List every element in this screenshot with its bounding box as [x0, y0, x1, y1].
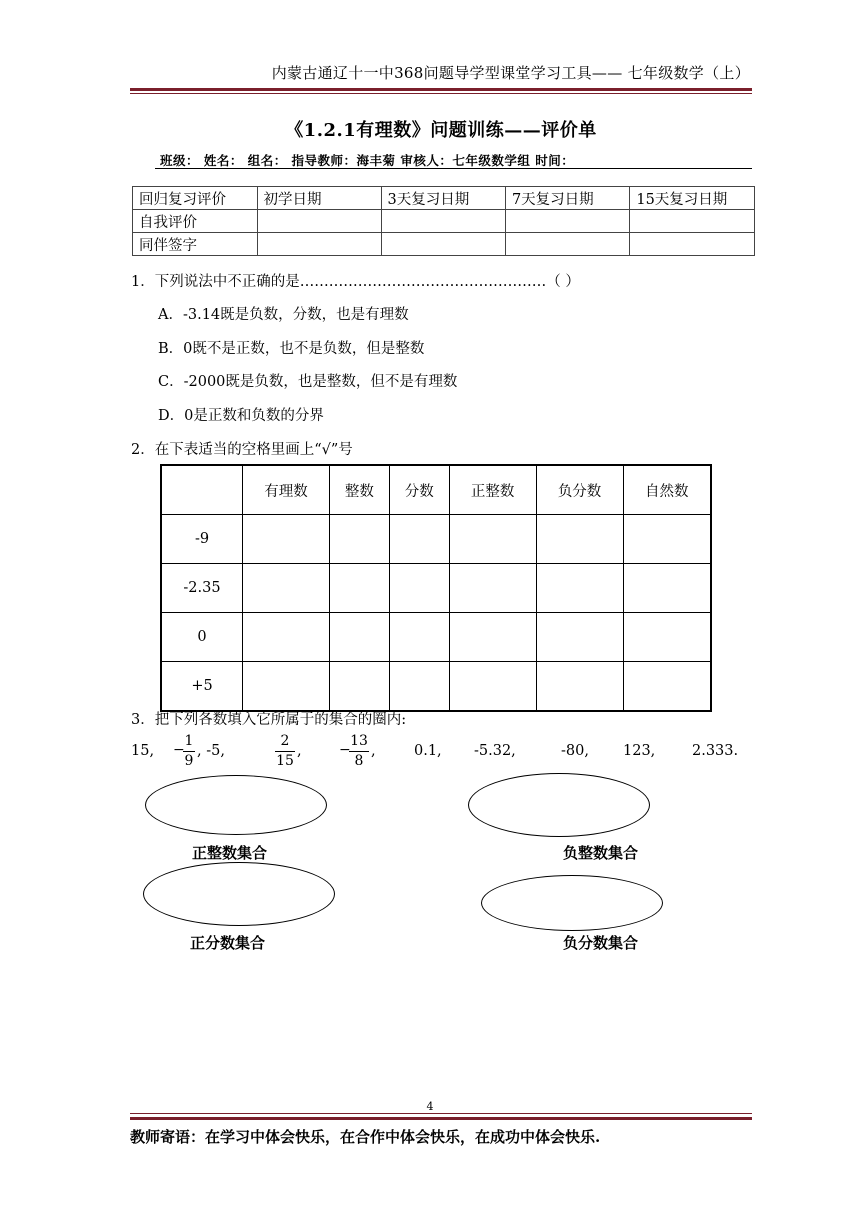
check-cell[interactable] [389, 662, 449, 712]
row-label: -9 [161, 515, 243, 564]
page-number: 4 [426, 1100, 434, 1113]
numerator: 2 [280, 733, 290, 749]
table-row [161, 613, 711, 662]
check-cell[interactable] [389, 564, 449, 613]
fraction-bar [275, 751, 295, 752]
option-d: D．0是正数和负数的分界 [158, 408, 324, 424]
table-cell [505, 210, 629, 233]
table-cell: 初学日期 [257, 187, 381, 210]
table-cell [381, 233, 505, 256]
table-row [161, 465, 711, 515]
positive-fraction-set-circle[interactable] [143, 862, 335, 926]
question-1: 1．下列说法中不正确的是……………………………………………（ ） [131, 274, 580, 290]
row-label: 0 [161, 613, 243, 662]
table-cell: 自我评价 [133, 210, 258, 233]
review-table [132, 186, 755, 256]
number-item: -80, [561, 743, 589, 759]
row-label: +5 [161, 662, 243, 712]
footer-rule-thin [130, 1113, 752, 1114]
check-cell[interactable] [536, 515, 623, 564]
denominator: 8 [354, 753, 364, 769]
table-cell: 回归复习评价 [133, 187, 258, 210]
table-cell [630, 210, 755, 233]
table-header-cell: 负分数 [536, 465, 623, 515]
number-item: -5.32, [474, 743, 516, 759]
check-cell[interactable] [389, 515, 449, 564]
option-a: A．-3.14既是负数，分数，也是有理数 [158, 307, 409, 323]
table-cell [257, 210, 381, 233]
table-cell: 7天复习日期 [505, 187, 629, 210]
table-cell [381, 210, 505, 233]
check-cell[interactable] [329, 564, 389, 613]
denominator: 15 [276, 753, 294, 769]
check-cell[interactable] [449, 515, 536, 564]
running-header: 内蒙古通辽十一中368问题导学型课堂学习工具—— 七年级数学（上） [271, 64, 750, 82]
table-header-cell: 有理数 [243, 465, 330, 515]
check-cell[interactable] [536, 564, 623, 613]
negative-fraction-set-circle[interactable] [481, 875, 663, 931]
table-row [161, 564, 711, 613]
check-cell[interactable] [329, 515, 389, 564]
table-row [133, 210, 755, 233]
fraction-item [173, 733, 195, 770]
table-row [161, 662, 711, 712]
number-item: 15, [131, 743, 155, 759]
denominator: 9 [184, 753, 194, 769]
info-underline [155, 168, 752, 169]
fraction-bar [183, 751, 195, 752]
number-list [131, 733, 761, 773]
number-item: 123, [623, 743, 656, 759]
set-label: 正整数集合 [192, 844, 268, 862]
check-cell[interactable] [449, 564, 536, 613]
table-cell [630, 233, 755, 256]
check-cell[interactable] [623, 613, 711, 662]
check-cell[interactable] [243, 564, 330, 613]
negative-integer-set-circle[interactable] [468, 773, 650, 837]
question-2: 2．在下表适当的空格里画上“√”号 [131, 442, 353, 458]
minus-sign: − [173, 742, 185, 758]
fraction-item [275, 733, 295, 770]
info-line: 班级： 姓名： 组名： 指导教师：海丰菊 审核人：七年级数学组 时间： [160, 153, 575, 168]
numerator: 13 [350, 733, 368, 749]
table-cell: 15天复习日期 [630, 187, 755, 210]
set-label: 正分数集合 [190, 934, 266, 952]
table-row [133, 233, 755, 256]
number-item: , -5, [197, 743, 225, 759]
check-cell[interactable] [536, 662, 623, 712]
check-cell[interactable] [623, 564, 711, 613]
numerator: 1 [184, 733, 194, 749]
table-cell [505, 233, 629, 256]
number-item: , [297, 743, 302, 759]
number-item: , [371, 743, 376, 759]
table-cell: 同伴签字 [133, 233, 258, 256]
check-cell[interactable] [243, 662, 330, 712]
option-c: C．-2000既是负数，也是整数，但不是有理数 [158, 374, 458, 390]
table-header-cell: 整数 [329, 465, 389, 515]
check-cell[interactable] [449, 613, 536, 662]
row-label: -2.35 [161, 564, 243, 613]
check-cell[interactable] [536, 613, 623, 662]
number-item: 2.333. [692, 743, 739, 759]
set-label: 负分数集合 [563, 934, 639, 952]
table-cell [257, 233, 381, 256]
table-row [161, 515, 711, 564]
fraction-item [339, 733, 369, 770]
check-cell[interactable] [329, 613, 389, 662]
table-header-cell: 正整数 [449, 465, 536, 515]
footer-rule-thick [130, 1117, 752, 1120]
check-cell[interactable] [243, 515, 330, 564]
table-row [133, 187, 755, 210]
fraction-bar [349, 751, 369, 752]
positive-integer-set-circle[interactable] [145, 775, 327, 835]
table-header-cell: 自然数 [623, 465, 711, 515]
table-cell [161, 465, 243, 515]
check-cell[interactable] [243, 613, 330, 662]
number-item: 0.1, [414, 743, 442, 759]
teacher-message: 教师寄语：在学习中体会快乐，在合作中体会快乐，在成功中体会快乐. [130, 1128, 601, 1146]
option-b: B．0既不是正数，也不是负数，但是整数 [158, 341, 425, 357]
check-cell[interactable] [623, 515, 711, 564]
table-header-cell: 分数 [389, 465, 449, 515]
table-cell: 3天复习日期 [381, 187, 505, 210]
check-cell[interactable] [329, 662, 389, 712]
question-3: 3．把下列各数填入它所属于的集合的圈内: [131, 712, 407, 728]
set-label: 负整数集合 [563, 844, 639, 862]
check-cell[interactable] [449, 662, 536, 712]
header-rule-thin [130, 93, 752, 94]
check-cell[interactable] [623, 662, 711, 712]
minus-sign: − [339, 742, 351, 758]
page-title: 《1.2.1有理数》问题训练——评价单 [285, 120, 597, 141]
classification-table [160, 464, 712, 712]
check-cell[interactable] [389, 613, 449, 662]
header-rule-thick [130, 88, 752, 91]
